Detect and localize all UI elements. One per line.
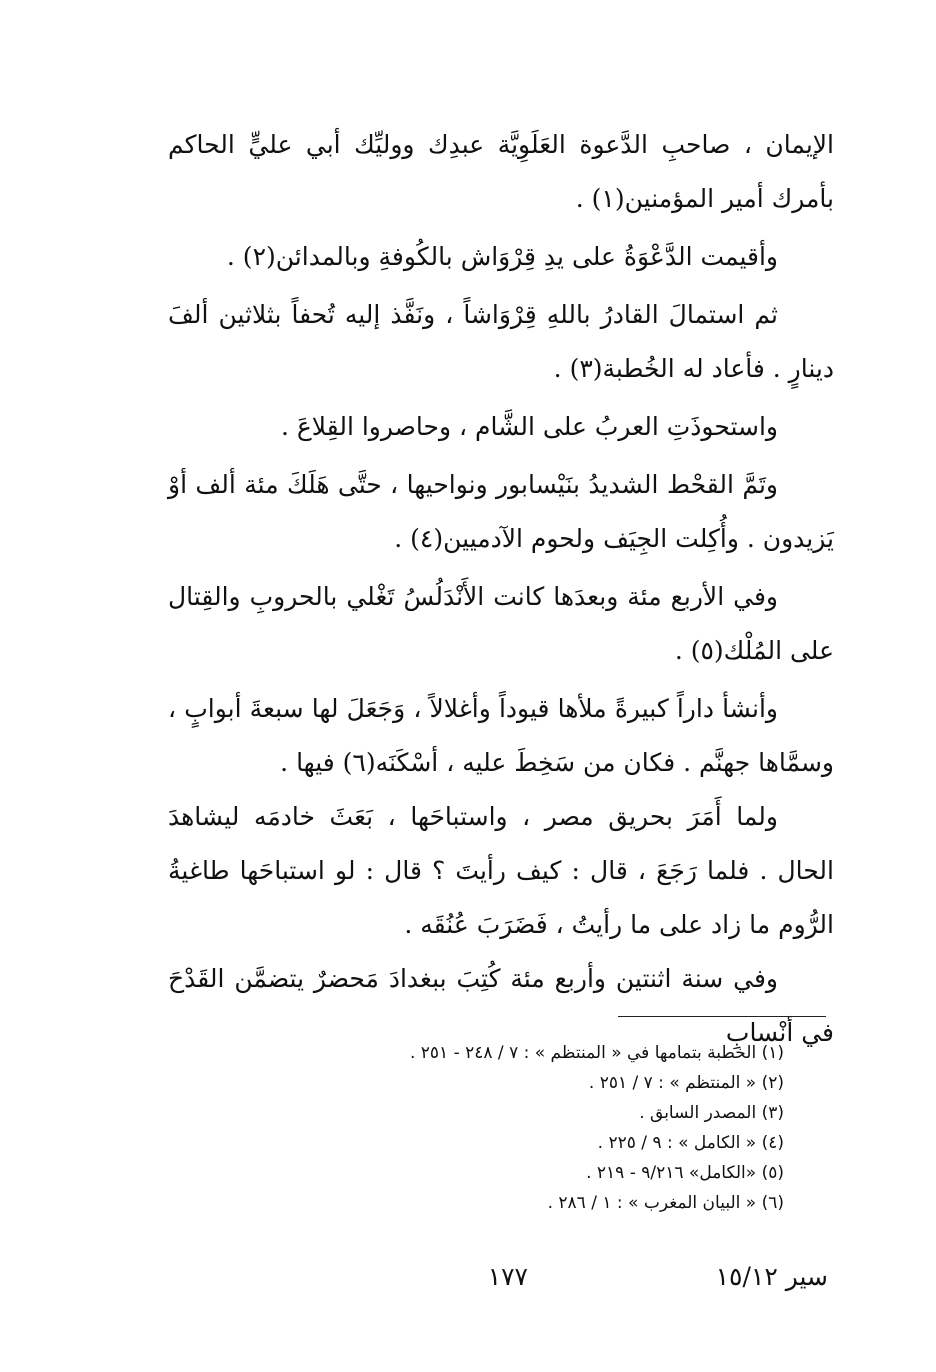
paragraph: ثم استمالَ القادرُ باللهِ قِرْوَاشاً ، ونَفَّذ إليه تُحفاً بثلاثين ألفَ دينارٍ . فأعاد له الخُطبة(٣) . — [168, 300, 834, 383]
paragraph: ولما أَمَرَ بحريق مصر ، واستباحَها ، بَعَثَ خادمَه ليشاهدَ الحال . فلما رَجَعَ ، قال : كيف رأيتَ ؟ قال : لو استباحَها طاغيةُ الرُّوم ما زاد على ما رأيتُ ، فَضَرَبَ عُنُقَه . — [168, 802, 834, 939]
footnote-separator — [618, 1016, 826, 1017]
page-footer — [0, 1262, 936, 1302]
signature-mark: سير ١٥/١٢ — [715, 1262, 828, 1291]
paragraph: الإيمان ، صاحبِ الدَّعوة العَلَوِيَّة عبدِك ووليِّك أبي عليٍّ الحاكم بأمرك أمير المؤمنين(١) . — [168, 130, 835, 213]
paragraph: وتَمَّ القحْط الشديدُ بنَيْسابور ونواحيها ، حتَّى هَلَكَ مئة ألف أوْ يَزيدون . وأُكِلت الجِيَف ولحوم الآدميين(٤) . — [168, 470, 834, 553]
footnote: (٥) «الكامل» ٩/٢١٦ - ٢١٩ . — [586, 1163, 784, 1183]
footnote: (٣) المصدر السابق . — [639, 1103, 784, 1123]
footnotes — [300, 1038, 784, 1218]
paragraph: وأنشأ داراً كبيرةً ملأها قيوداً وأغلالاً ، وَجَعَلَ لها سبعةَ أبوابٍ ، وسمَّاها جهنَّم . فكان من سَخِطَ عليه ، أسْكَنَه(٦) فيها . — [168, 694, 834, 777]
footnote: (١) الخطبة بتمامها في « المنتظم » : ٧ / ٢٤٨ - ٢٥١ . — [409, 1043, 784, 1063]
footnote: (٦) « البيان المغرب » : ١ / ٢٨٦ . — [547, 1193, 784, 1213]
paragraph: وأقيمت الدَّعْوَةُ على يدِ قِرْوَاش بالكُوفةِ وبالمدائن(٢) . — [226, 242, 778, 271]
paragraph: وفي سنة اثنتين وأربع مئة كُتِبَ ببغدادَ مَحضرٌ يتضمَّن القَدْحَ في أنْسابِ — [168, 964, 834, 1047]
page-number: ١٧٧ — [487, 1262, 528, 1291]
footnote: (٤) « الكامل » : ٩ / ٢٢٥ . — [597, 1133, 784, 1153]
paragraph: واستحوذَتِ العربُ على الشَّام ، وحاصروا القِلاعَ . — [280, 412, 778, 441]
main-text — [168, 118, 834, 1060]
paragraph: وفي الأربع مئة وبعدَها كانت الأَنْدَلُسُ تَغْلي بالحروبِ والقِتال على المُلْك(٥) . — [168, 582, 834, 665]
footnote: (٢) « المنتظم » : ٧ / ٢٥١ . — [588, 1073, 784, 1093]
